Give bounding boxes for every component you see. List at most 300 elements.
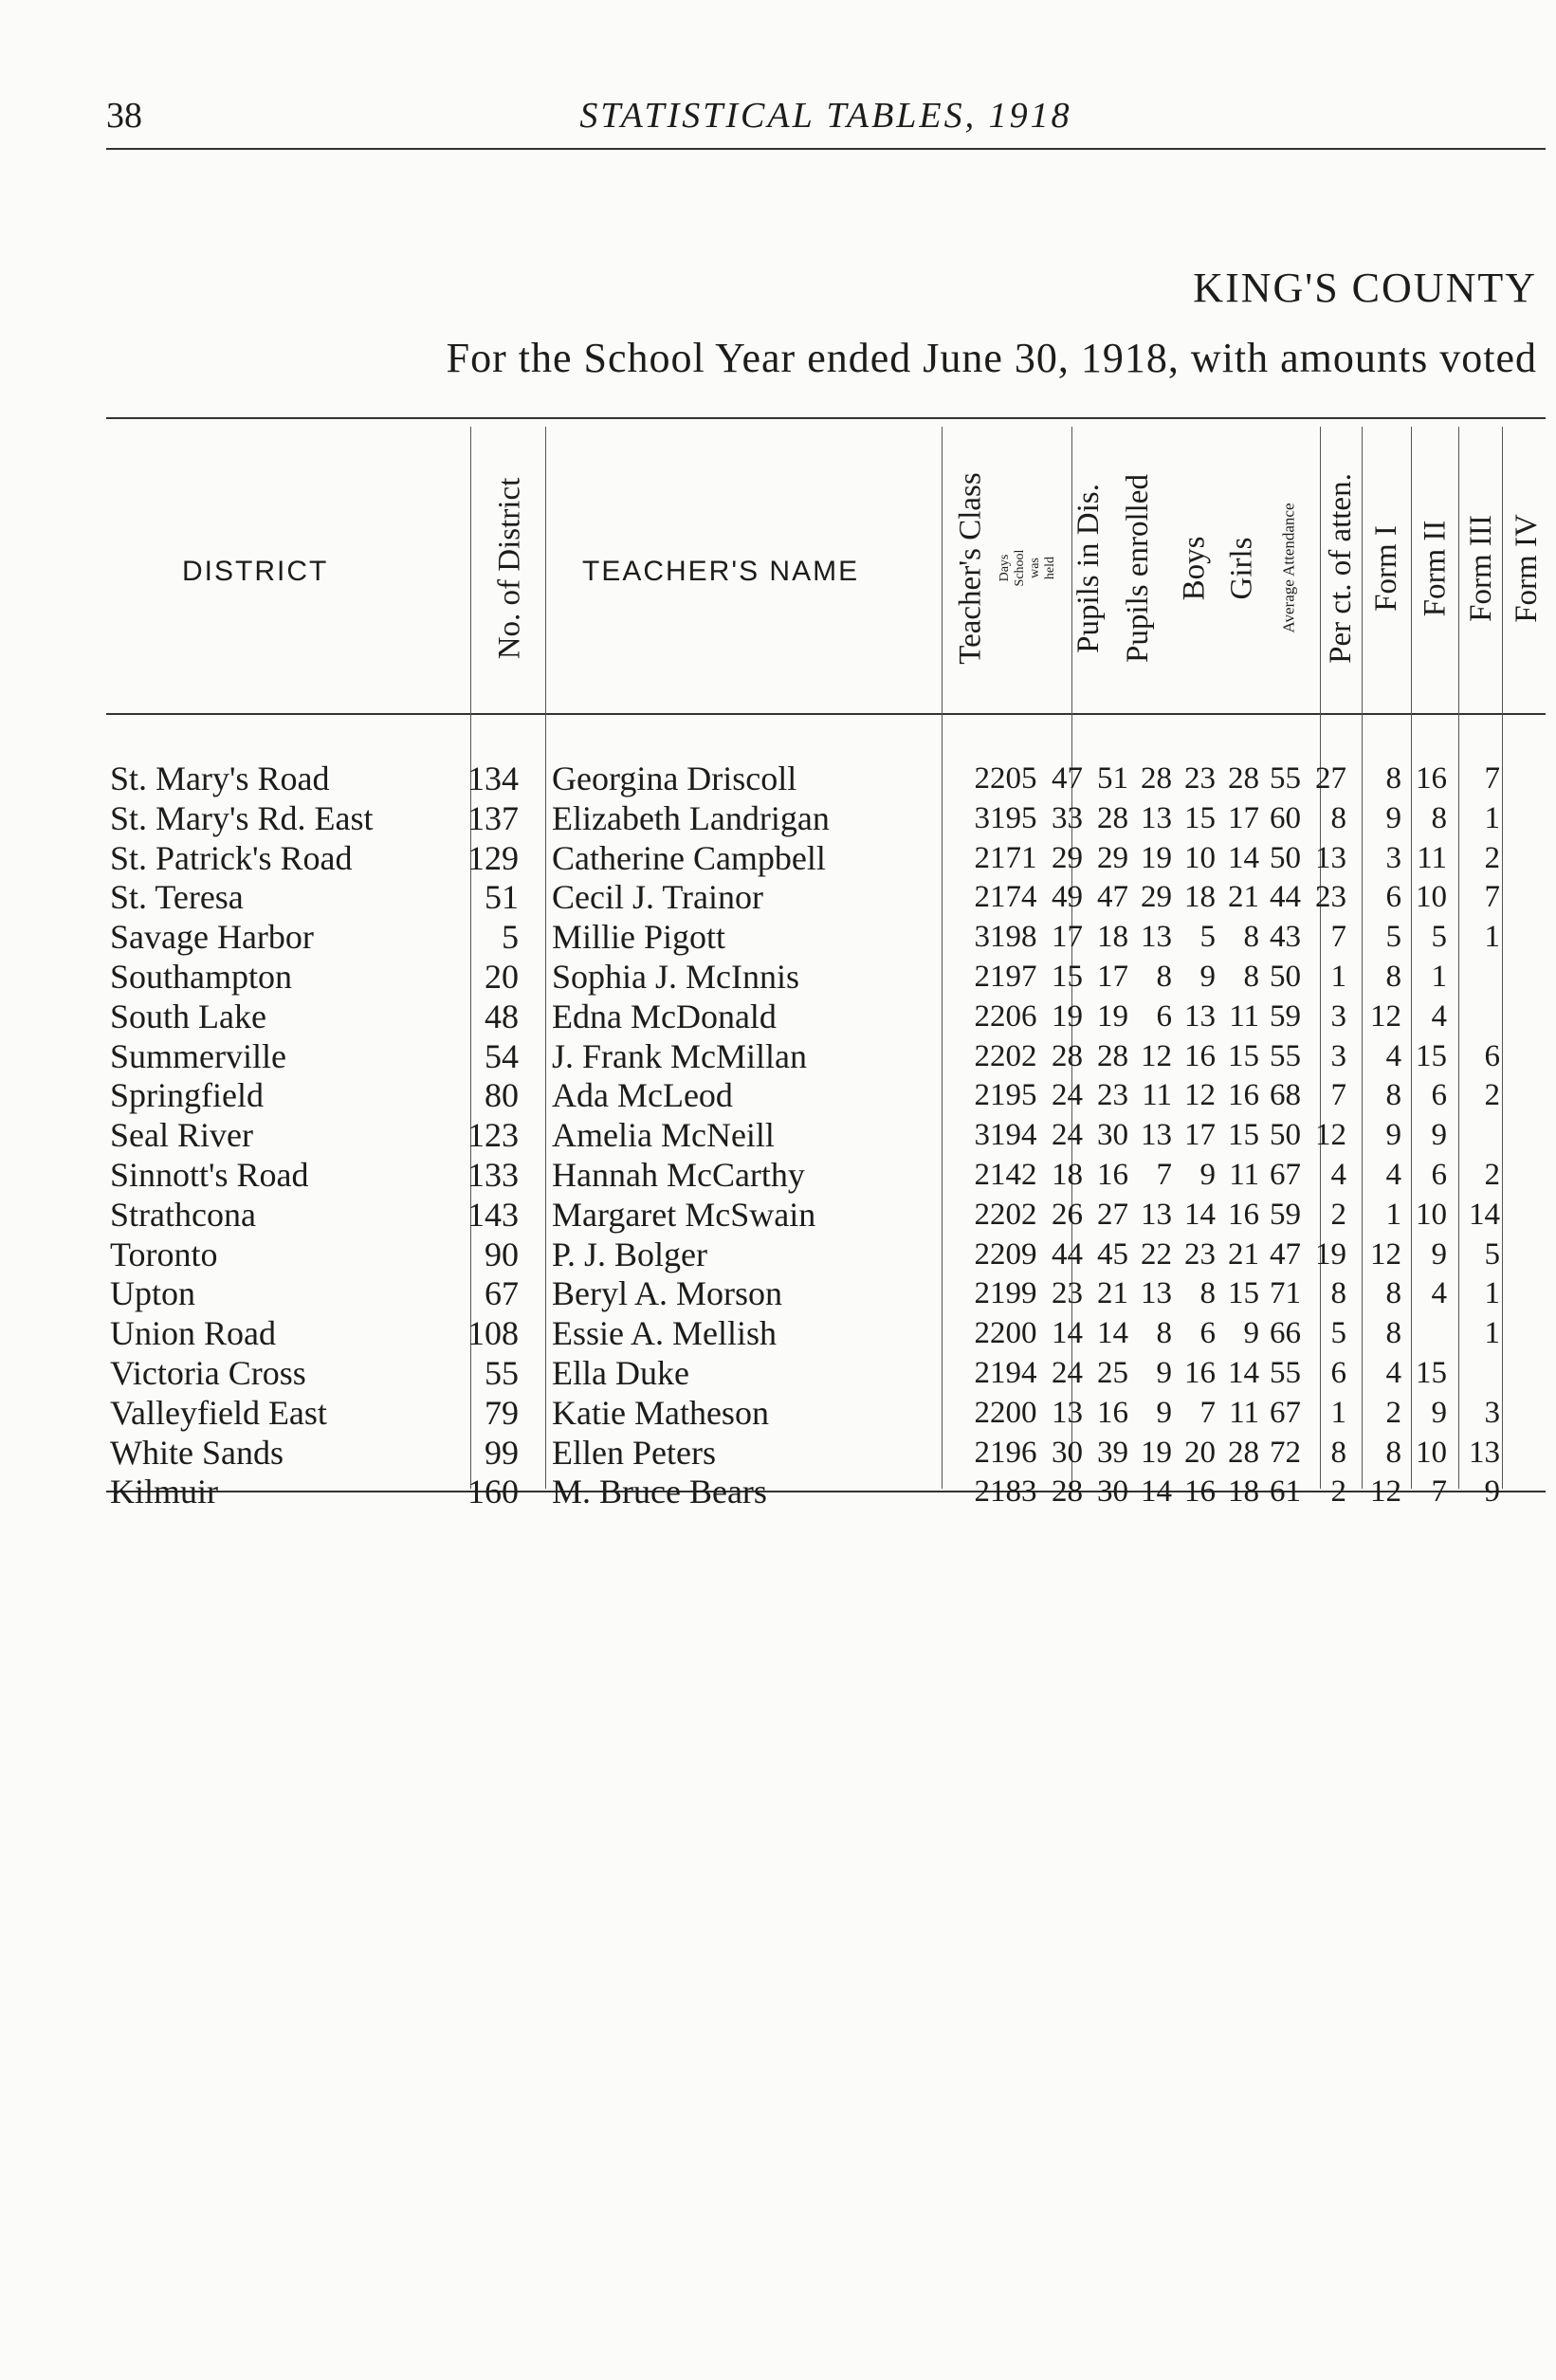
avg-attendance-cell: 11 — [1229, 1395, 1259, 1430]
district-number-cell: 99 — [485, 1433, 519, 1472]
table-row — [0, 1472, 1556, 1511]
district-number-cell: 143 — [467, 1195, 519, 1234]
district-cell: St. Teresa — [110, 878, 244, 917]
teacher-name-cell: Catherine Campbell — [552, 838, 826, 877]
pupils-enrolled-cell: 47 — [1097, 880, 1128, 915]
girls-cell: 16 — [1184, 1356, 1216, 1390]
form-3-cell: 4 — [1431, 998, 1447, 1034]
form-1-cell: 27 — [1315, 761, 1346, 796]
form-4-cell: 9 — [1484, 1474, 1500, 1510]
form-4-cell: 7 — [1484, 880, 1500, 915]
form-2-cell: 9 — [1385, 800, 1401, 835]
teacher-name-cell: Ellen Peters — [552, 1433, 716, 1472]
per-ct-cell: 72 — [1270, 1435, 1301, 1470]
form-2-cell: 8 — [1385, 1276, 1401, 1311]
pupils-in-dis-cell: 17 — [1052, 920, 1083, 955]
form-4-cell: 2 — [1484, 1158, 1500, 1192]
district-cell: Sinnott's Road — [110, 1156, 309, 1194]
district-cell: Valleyfield East — [110, 1393, 327, 1432]
district-cell: St. Mary's Road — [110, 760, 330, 797]
running-header — [106, 91, 1546, 150]
form-4-cell: 7 — [1484, 761, 1500, 796]
form-3-cell: 4 — [1431, 1276, 1447, 1311]
days-held-cell: 196 — [990, 1435, 1037, 1470]
district-number-cell: 51 — [485, 878, 519, 917]
girls-cell: 20 — [1184, 1435, 1216, 1470]
table-row — [0, 838, 1556, 878]
pupils-enrolled-cell: 30 — [1097, 1474, 1128, 1510]
form-2-cell: 6 — [1385, 880, 1401, 915]
teacher-name-cell: Ella Duke — [552, 1354, 689, 1392]
form-1-cell: 23 — [1315, 880, 1346, 915]
pupils-in-dis-cell: 23 — [1052, 1276, 1083, 1311]
district-number-cell: 134 — [467, 760, 519, 797]
teachers-class-cell: 3 — [974, 800, 990, 835]
girls-cell: 8 — [1199, 1276, 1216, 1311]
girls-cell: 6 — [1199, 1316, 1216, 1351]
form-3-cell: 5 — [1431, 920, 1447, 955]
teacher-name-cell: J. Frank McMillan — [552, 1036, 807, 1075]
table-row — [0, 1313, 1556, 1353]
table-row — [0, 1155, 1556, 1195]
teachers-class-cell: 2 — [974, 998, 990, 1034]
girls-cell: 5 — [1199, 920, 1216, 955]
form-1-cell: 5 — [1330, 1316, 1346, 1351]
district-cell: Upton — [110, 1274, 195, 1313]
pupils-in-dis-cell: 28 — [1052, 1474, 1083, 1510]
form-4-cell: 2 — [1484, 1078, 1500, 1113]
form-2-cell: 2 — [1385, 1395, 1401, 1430]
teacher-name-cell: Essie A. Mellish — [552, 1314, 778, 1353]
teacher-name-cell: Georgina Driscoll — [552, 760, 797, 797]
district-cell: Kilmuir — [110, 1473, 218, 1511]
boys-cell: 28 — [1141, 761, 1172, 796]
pupils-in-dis-cell: 13 — [1052, 1395, 1083, 1430]
days-held-cell: 142 — [990, 1158, 1037, 1192]
pupils-in-dis-cell: 24 — [1052, 1118, 1083, 1153]
days-held-cell: 198 — [990, 920, 1037, 955]
boys-cell: 12 — [1141, 1038, 1172, 1073]
per-ct-cell: 59 — [1270, 998, 1301, 1034]
boys-cell: 6 — [1156, 998, 1172, 1034]
avg-attendance-cell: 18 — [1228, 1474, 1259, 1510]
pupils-in-dis-cell: 19 — [1052, 998, 1083, 1034]
district-number-cell: 54 — [485, 1036, 519, 1075]
pupils-enrolled-cell: 25 — [1097, 1356, 1128, 1390]
pupils-in-dis-cell: 24 — [1052, 1356, 1083, 1390]
form-1-cell: 2 — [1330, 1474, 1346, 1510]
district-number-cell: 160 — [467, 1473, 519, 1511]
days-held-cell: 194 — [990, 1118, 1037, 1153]
form-3-cell: 15 — [1416, 1038, 1447, 1073]
per-ct-cell: 43 — [1270, 920, 1301, 955]
form-1-cell: 1 — [1330, 1395, 1346, 1430]
form-3-cell: 15 — [1416, 1356, 1447, 1390]
teacher-name-cell: Sophia J. McInnis — [552, 958, 799, 996]
form-2-cell: 1 — [1385, 1197, 1401, 1232]
teacher-name-cell: Millie Pigott — [552, 918, 726, 957]
table-row — [0, 1036, 1556, 1076]
pupils-enrolled-cell: 29 — [1097, 840, 1128, 875]
pupils-enrolled-cell: 30 — [1097, 1118, 1128, 1153]
pupils-in-dis-cell: 44 — [1052, 1236, 1083, 1272]
teachers-class-cell: 2 — [974, 840, 990, 875]
district-cell: Savage Harbor — [110, 918, 314, 957]
form-1-cell: 2 — [1330, 1197, 1346, 1232]
pupils-in-dis-cell: 24 — [1052, 1078, 1083, 1113]
days-held-cell: 183 — [990, 1474, 1037, 1510]
girls-cell: 10 — [1184, 840, 1216, 875]
teachers-class-cell: 2 — [974, 1435, 990, 1470]
days-held-cell: 209 — [990, 1236, 1037, 1272]
form-4-cell: 1 — [1484, 920, 1500, 955]
pupils-in-dis-cell: 26 — [1052, 1197, 1083, 1232]
teachers-class-cell: 2 — [974, 1316, 990, 1351]
header-pupils-enrolled: Pupils enrolled — [1120, 473, 1155, 663]
per-ct-cell: 50 — [1270, 840, 1301, 875]
district-number-cell: 67 — [485, 1274, 519, 1313]
avg-attendance-cell: 15 — [1228, 1038, 1259, 1073]
header-days-school-held: Days School was held — [998, 549, 1057, 587]
per-ct-cell: 55 — [1270, 1356, 1301, 1390]
boys-cell: 9 — [1156, 1395, 1172, 1430]
pupils-in-dis-cell: 18 — [1052, 1158, 1083, 1192]
teacher-name-cell: Elizabeth Landrigan — [552, 798, 830, 837]
pupils-enrolled-cell: 45 — [1097, 1236, 1128, 1272]
days-held-cell: 202 — [990, 1038, 1037, 1073]
avg-attendance-cell: 14 — [1228, 1356, 1259, 1390]
district-cell: Union Road — [110, 1314, 276, 1353]
teachers-class-cell: 2 — [974, 1356, 990, 1390]
per-ct-cell: 61 — [1270, 1474, 1301, 1510]
header-form-2: Form II — [1418, 520, 1453, 616]
pupils-in-dis-cell: 28 — [1052, 1038, 1083, 1073]
table-row — [0, 1353, 1556, 1393]
district-cell: Summerville — [110, 1036, 286, 1075]
teacher-name-cell: Cecil J. Trainor — [552, 878, 764, 917]
form-4-cell: 1 — [1484, 1316, 1500, 1351]
boys-cell: 13 — [1141, 800, 1172, 835]
days-held-cell: 202 — [990, 1197, 1037, 1232]
avg-attendance-cell: 21 — [1228, 1236, 1259, 1272]
boys-cell: 13 — [1141, 1276, 1172, 1311]
table-row — [0, 997, 1556, 1036]
days-held-cell: 206 — [990, 998, 1037, 1034]
per-ct-cell: 60 — [1270, 800, 1301, 835]
avg-attendance-cell: 16 — [1228, 1197, 1259, 1232]
girls-cell: 18 — [1184, 880, 1216, 915]
avg-attendance-cell: 8 — [1243, 960, 1259, 994]
district-number-cell: 80 — [485, 1076, 519, 1115]
avg-attendance-cell: 11 — [1229, 998, 1259, 1034]
girls-cell: 23 — [1184, 761, 1216, 796]
district-cell: White Sands — [110, 1433, 284, 1472]
pupils-in-dis-cell: 30 — [1052, 1435, 1083, 1470]
teachers-class-cell: 2 — [974, 1474, 990, 1510]
form-3-cell: 7 — [1431, 1474, 1447, 1510]
form-1-cell: 1 — [1330, 960, 1346, 994]
form-4-cell: 14 — [1469, 1197, 1500, 1232]
pupils-enrolled-cell: 21 — [1097, 1276, 1128, 1311]
boys-cell: 7 — [1156, 1158, 1172, 1192]
pupils-in-dis-cell: 49 — [1052, 880, 1083, 915]
pupils-enrolled-cell: 19 — [1097, 998, 1128, 1034]
form-3-cell: 9 — [1431, 1236, 1447, 1272]
header-girls: Girls — [1224, 537, 1259, 599]
table-row — [0, 1235, 1556, 1274]
days-held-cell: 194 — [990, 1356, 1037, 1390]
form-2-cell: 5 — [1385, 920, 1401, 955]
form-2-cell: 4 — [1385, 1356, 1401, 1390]
teachers-class-cell: 2 — [974, 880, 990, 915]
boys-cell: 11 — [1142, 1078, 1172, 1113]
form-1-cell: 4 — [1330, 1158, 1346, 1192]
teacher-name-cell: P. J. Bolger — [552, 1235, 708, 1273]
per-ct-cell: 55 — [1270, 761, 1301, 796]
teachers-class-cell: 2 — [974, 761, 990, 796]
per-ct-cell: 50 — [1270, 1118, 1301, 1153]
avg-attendance-cell: 21 — [1228, 880, 1259, 915]
boys-cell: 22 — [1141, 1236, 1172, 1272]
district-number-cell: 129 — [467, 838, 519, 877]
days-held-cell: 174 — [990, 880, 1037, 915]
avg-attendance-cell: 9 — [1243, 1316, 1259, 1351]
table-subtitle: For the School Year ended June 30, 1918, with amounts voted — [446, 335, 1537, 381]
table-row — [0, 1075, 1556, 1115]
form-1-cell: 8 — [1330, 1276, 1346, 1311]
pupils-in-dis-cell: 29 — [1052, 840, 1083, 875]
header-bottom-rule — [106, 713, 1546, 715]
district-number-cell: 79 — [485, 1393, 519, 1432]
girls-cell: 17 — [1184, 1118, 1216, 1153]
form-3-cell: 6 — [1431, 1158, 1447, 1192]
district-cell: South Lake — [110, 997, 266, 1035]
district-cell: Southampton — [110, 958, 293, 996]
form-3-cell: 8 — [1431, 800, 1447, 835]
form-2-cell: 12 — [1370, 1236, 1401, 1272]
pupils-in-dis-cell: 33 — [1052, 800, 1083, 835]
pupils-enrolled-cell: 27 — [1097, 1197, 1128, 1232]
avg-attendance-cell: 28 — [1228, 1435, 1259, 1470]
form-2-cell: 8 — [1385, 960, 1401, 994]
boys-cell: 8 — [1156, 960, 1172, 994]
table-row — [0, 877, 1556, 917]
district-number-cell: 123 — [467, 1116, 519, 1155]
pupils-enrolled-cell: 16 — [1097, 1158, 1128, 1192]
header-form-4: Form IV — [1509, 513, 1544, 623]
form-1-cell: 8 — [1330, 1435, 1346, 1470]
teachers-class-cell: 3 — [974, 1118, 990, 1153]
header-teachers-class: Teacher's Class — [953, 471, 988, 665]
per-ct-cell: 47 — [1270, 1236, 1301, 1272]
girls-cell: 16 — [1184, 1038, 1216, 1073]
days-held-cell: 195 — [990, 1078, 1037, 1113]
boys-cell: 29 — [1141, 880, 1172, 915]
avg-attendance-cell: 17 — [1228, 800, 1259, 835]
header-form-3: Form III — [1463, 514, 1498, 622]
teachers-class-cell: 2 — [974, 1395, 990, 1430]
boys-cell: 19 — [1141, 840, 1172, 875]
girls-cell: 14 — [1184, 1197, 1216, 1232]
district-cell: Seal River — [110, 1116, 253, 1155]
header-teacher-name: TEACHER'S NAME — [582, 556, 860, 587]
days-held-cell: 200 — [990, 1395, 1037, 1430]
form-4-cell: 1 — [1484, 800, 1500, 835]
form-3-cell: 1 — [1431, 960, 1447, 994]
district-number-cell: 90 — [485, 1235, 519, 1273]
form-3-cell: 10 — [1416, 880, 1447, 915]
district-cell: St. Patrick's Road — [110, 838, 353, 877]
form-1-cell: 3 — [1330, 998, 1346, 1034]
pupils-enrolled-cell: 18 — [1097, 920, 1128, 955]
table-row — [0, 1393, 1556, 1433]
form-2-cell: 3 — [1385, 840, 1401, 875]
form-4-cell: 1 — [1484, 1276, 1500, 1311]
form-4-cell: 5 — [1484, 1236, 1500, 1272]
per-ct-cell: 67 — [1270, 1395, 1301, 1430]
form-2-cell: 9 — [1385, 1118, 1401, 1153]
table-row — [0, 1115, 1556, 1155]
per-ct-cell: 71 — [1270, 1276, 1301, 1311]
avg-attendance-cell: 16 — [1228, 1078, 1259, 1113]
girls-cell: 23 — [1184, 1236, 1216, 1272]
girls-cell: 13 — [1184, 998, 1216, 1034]
girls-cell: 16 — [1184, 1474, 1216, 1510]
teachers-class-cell: 2 — [974, 1158, 990, 1192]
form-3-cell: 11 — [1417, 840, 1447, 875]
days-held-cell: 205 — [990, 761, 1037, 796]
form-3-cell: 9 — [1431, 1118, 1447, 1153]
table-row — [0, 917, 1556, 957]
form-4-cell: 2 — [1484, 840, 1500, 875]
page-number: 38 — [106, 96, 142, 136]
teacher-name-cell: Ada McLeod — [552, 1076, 733, 1115]
pupils-enrolled-cell: 28 — [1097, 1038, 1128, 1073]
boys-cell: 19 — [1141, 1435, 1172, 1470]
form-1-cell: 7 — [1330, 1078, 1346, 1113]
form-1-cell: 7 — [1330, 920, 1346, 955]
per-ct-cell: 67 — [1270, 1158, 1301, 1192]
pupils-enrolled-cell: 14 — [1097, 1316, 1128, 1351]
header-boys: Boys — [1177, 536, 1212, 600]
header-form-1: Form I — [1368, 524, 1403, 612]
form-2-cell: 8 — [1385, 1316, 1401, 1351]
form-1-cell: 3 — [1330, 1038, 1346, 1073]
boys-cell: 9 — [1156, 1356, 1172, 1390]
teacher-name-cell: M. Bruce Bears — [552, 1473, 767, 1511]
header-no-of-district: No. of District — [492, 477, 527, 659]
days-held-cell: 200 — [990, 1316, 1037, 1351]
days-held-cell: 197 — [990, 960, 1037, 994]
boys-cell: 14 — [1141, 1474, 1172, 1510]
teachers-class-cell: 2 — [974, 960, 990, 994]
form-2-cell: 8 — [1385, 761, 1401, 796]
pupils-enrolled-cell: 28 — [1097, 800, 1128, 835]
district-number-cell: 137 — [467, 798, 519, 837]
boys-cell: 13 — [1141, 1118, 1172, 1153]
form-3-cell: 16 — [1416, 761, 1447, 796]
form-2-cell: 8 — [1385, 1435, 1401, 1470]
per-ct-cell: 59 — [1270, 1197, 1301, 1232]
teachers-class-cell: 2 — [974, 1276, 990, 1311]
table-top-rule — [106, 417, 1546, 419]
per-ct-cell: 66 — [1270, 1316, 1301, 1351]
district-number-cell: 108 — [467, 1314, 519, 1353]
teacher-name-cell: Amelia McNeill — [552, 1116, 775, 1155]
pupils-enrolled-cell: 51 — [1097, 761, 1128, 796]
header-per-ct-atten: Per ct. of atten. — [1323, 472, 1358, 664]
district-number-cell: 48 — [485, 997, 519, 1035]
per-ct-cell: 50 — [1270, 960, 1301, 994]
header-pupils-in-dis: Pupils in Dis. — [1071, 483, 1106, 653]
district-number-cell: 133 — [467, 1156, 519, 1194]
district-number-cell: 55 — [485, 1354, 519, 1392]
girls-cell: 9 — [1199, 960, 1216, 994]
teachers-class-cell: 3 — [974, 920, 990, 955]
form-4-cell: 3 — [1484, 1395, 1500, 1430]
per-ct-cell: 55 — [1270, 1038, 1301, 1073]
teachers-class-cell: 2 — [974, 1038, 990, 1073]
form-1-cell: 8 — [1330, 800, 1346, 835]
pupils-enrolled-cell: 17 — [1097, 960, 1128, 994]
girls-cell: 12 — [1184, 1078, 1216, 1113]
form-3-cell: 10 — [1416, 1435, 1447, 1470]
boys-cell: 13 — [1141, 920, 1172, 955]
pupils-enrolled-cell: 39 — [1097, 1435, 1128, 1470]
form-4-cell: 13 — [1469, 1435, 1500, 1470]
form-4-cell: 6 — [1484, 1038, 1500, 1073]
district-cell: Strathcona — [110, 1195, 256, 1234]
teacher-name-cell: Edna McDonald — [552, 997, 777, 1035]
form-2-cell: 12 — [1370, 1474, 1401, 1510]
header-district: DISTRICT — [182, 556, 329, 587]
teacher-name-cell: Hannah McCarthy — [552, 1156, 805, 1194]
pupils-enrolled-cell: 16 — [1097, 1395, 1128, 1430]
pupils-enrolled-cell: 23 — [1097, 1078, 1128, 1113]
table-row — [0, 798, 1556, 838]
teachers-class-cell: 2 — [974, 1236, 990, 1272]
district-cell: Springfield — [110, 1076, 264, 1115]
table-row — [0, 759, 1556, 798]
district-cell: Toronto — [110, 1235, 218, 1273]
days-held-cell: 199 — [990, 1276, 1037, 1311]
form-1-cell: 12 — [1315, 1118, 1346, 1153]
teachers-class-cell: 2 — [974, 1078, 990, 1113]
county-title: KING'S COUNTY — [1193, 265, 1537, 311]
district-number-cell: 20 — [485, 958, 519, 996]
days-held-cell: 195 — [990, 800, 1037, 835]
avg-attendance-cell: 14 — [1228, 840, 1259, 875]
avg-attendance-cell: 28 — [1228, 761, 1259, 796]
pupils-in-dis-cell: 15 — [1052, 960, 1083, 994]
teacher-name-cell: Katie Matheson — [552, 1393, 769, 1432]
table-row — [0, 957, 1556, 997]
boys-cell: 13 — [1141, 1197, 1172, 1232]
avg-attendance-cell: 8 — [1243, 920, 1259, 955]
form-3-cell: 10 — [1416, 1197, 1447, 1232]
pupils-in-dis-cell: 14 — [1052, 1316, 1083, 1351]
girls-cell: 15 — [1184, 800, 1216, 835]
form-2-cell: 4 — [1385, 1038, 1401, 1073]
girls-cell: 7 — [1199, 1395, 1216, 1430]
teachers-class-cell: 2 — [974, 1197, 990, 1232]
avg-attendance-cell: 15 — [1228, 1276, 1259, 1311]
form-1-cell: 13 — [1315, 840, 1346, 875]
district-number-cell: 5 — [502, 918, 519, 957]
avg-attendance-cell: 11 — [1229, 1158, 1259, 1192]
form-3-cell: 6 — [1431, 1078, 1447, 1113]
avg-attendance-cell: 15 — [1228, 1118, 1259, 1153]
